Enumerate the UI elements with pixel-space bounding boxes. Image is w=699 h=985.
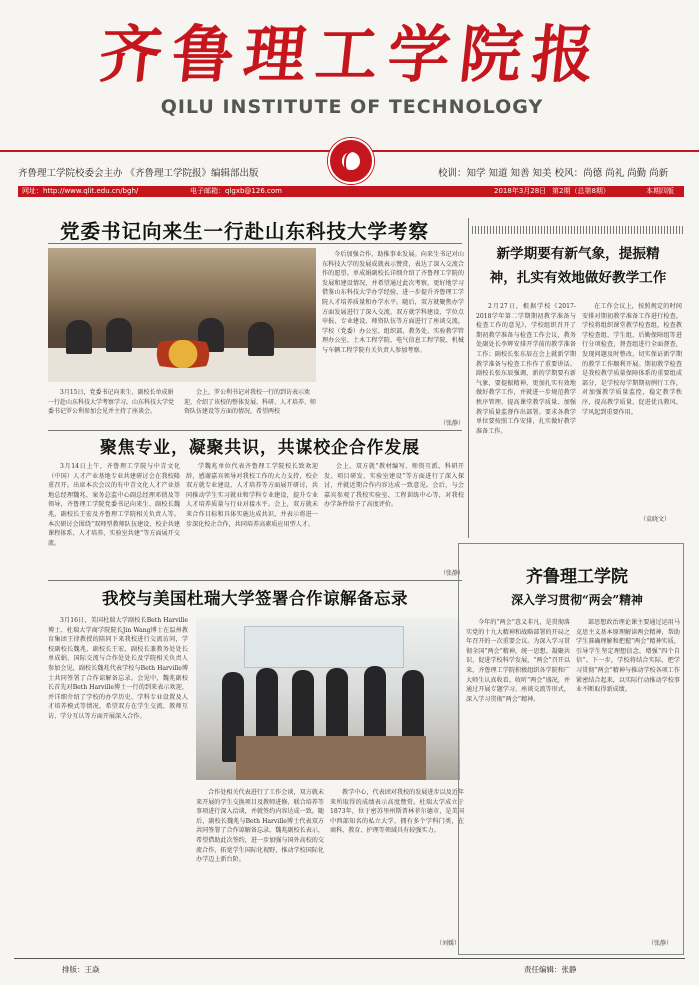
newspaper-title: 齐鲁理工学院报 (96, 18, 608, 91)
editor-credit: 责任编辑：张静 (524, 965, 577, 974)
article3-author: （刘媛） (436, 940, 461, 947)
article1-photo (48, 248, 316, 382)
article1-headline: 党委书记向来生一行赴山东科技大学考察 (60, 220, 430, 243)
article3-body-col1: 3月16日，美国杜瑞大学副校长Beth Harville博士、杜瑞大学商学院院长Jin Wang博士在温州教育集团王律教授的陪同下来我校进行交流访问，学校副校长魏兆、副校长王宏、副校长兼教务处处长单成娟、国际交流与合作处处长及学院相关负责人参加会见，副校长魏兆代表学校与Beth Harville博士共同签署了合作谅解备忘录。会见中，魏兆副校长首先对Beth Harville博士一行的到来表示欢迎，并详细介绍了学校的办学历史、学科专业设置及人才培养模式等情况，希望双方在学生交流、教师互访、学分互认等方面开展深入合作。 (48, 617, 188, 720)
article1-title-rule (48, 243, 462, 244)
article3-body-col3: 教学中心，代表团对我校的发展进步以及近年来所取得的成绩表示高度赞赏。杜瑞大学成立于1873年，位于密苏里州斯普林菲尔德市，是美国中西部知名的私立大学，拥有多个学科门类，在商科、教育、护理等领域具有较强实力。 (330, 789, 464, 835)
sidebar-author: （袁晓文） (640, 516, 671, 523)
footer-rule (14, 958, 685, 959)
sidebar-decoration (472, 226, 684, 234)
flower-arrangement (138, 340, 228, 368)
right-story-author: （张静） (648, 940, 673, 947)
newspaper-subtitle-en: QILU INSTITUTE OF TECHNOLOGY (160, 96, 544, 118)
layout-credit: 排版：王焱 (62, 965, 100, 974)
article1-author: （张静） (440, 420, 465, 427)
person-figure (106, 318, 132, 352)
backdrop-screen (244, 626, 404, 668)
person-figure (248, 322, 274, 356)
article2-headline: 聚焦专业，凝聚共识，共谋校企合作发展 (99, 437, 421, 457)
article3-photo (196, 618, 460, 780)
masthead (0, 0, 699, 160)
article2-body-col1: 3月14日上午，齐鲁理工学院与中青文化（中国）人才产业基地专业共建研讨会在我校隆重召开。出席本次会议的有中青文化人才产业基地总经理魏兆、案务总监中心副总经理邓倩及等领导，齐鲁理工学院党委书记向来生、副校长魏兆、副校长王宏及齐鲁理工学院相关负责人等。本次研讨会围绕“双师型教师队伍建设、校企共建课程体系、人才培养、实验室共建”等方面展开交流。 (48, 463, 180, 547)
column-divider (468, 218, 469, 538)
school-motto: 校训：知学 知道 知善 知美 校风：尚德 尚礼 尚勤 尚新 (438, 168, 669, 179)
article2-body-col3: 会上，双方就“教材编写、师资互派、科研开发、项目研发、实验室建设”等方面进行了深入探讨，并就近期合作内容达成一致意见。会后，与会嘉宾参观了我校实验室、工程训练中心等，对我校办学条件给予了高度评价。 (324, 463, 464, 509)
info-row (0, 162, 699, 182)
right-story-subtitle: 深入学习贯彻“两会”精神 (511, 593, 643, 607)
person-figure (66, 320, 92, 354)
page-count: 本期四版 (646, 187, 674, 195)
article1-caption-continued: 会上，罗公利书记对我校一行的到访表示欢迎，介绍了该校的整体发展、科研、人才培养、师资队伍建设等方面的情况，希望两校 (184, 389, 316, 415)
signing-desk (236, 736, 426, 780)
sidebar-body-col1: 2月27日，根据学校《2017-2018学年第二学期期初教学准备与检查工作的意见》，学校组织召开了期初教学准备与检查工作会议，教务处副处长李辉安排开学前的教学准备工作；副校长张东辰在会上就新学期教学准备与检查工作作了重要讲话。副校长张东辰强调，新的学期要有新气象，要提振精神，更加扎实有效地做好教学工作，并就进一步规范教学秩序管理、提高课堂教学质量、加强教学质量监督作出部署。要求各教学单位要按照工作安排，扎实做好教学准备工作。 (476, 303, 576, 435)
article3-body-col2: 合作处相关代表进行了工作会谈，双方就未来开展的学生交换项目及教师进修、联合培养等事项进行深入洽谈，并就签约内容达成一致。随后，副校长魏兆与Beth Harville博士代表双方共同签署了合作谅解备忘录。魏兆副校长表示，希望借助此次签约，进一步加强与国外高校的交流合作，拓宽学生国际化视野，推动学校国际化办学迈上新台阶。 (196, 789, 324, 864)
publisher-info: 齐鲁理工学院校委会主办 《齐鲁理工学院报》编辑部出版 (18, 168, 259, 179)
article-divider (48, 580, 462, 581)
website-link[interactable]: 网址：http://www.qlit.edu.cn/bgh/ (22, 187, 139, 195)
article2-author: （张静） (440, 570, 465, 577)
right-story-body-col1: 今年的“两会”意义非凡，是贯彻落实党的十九大精神和战略部署的开局之年召开的一次重要会议。为深入学习贯彻全国“两会”精神，统一思想、凝聚共识，促进学校科学发展，“两会”召开以来，齐鲁理工学院积极组织各学院和广大师生认真收看、收听“两会”盛况，并通过开展专题学习、座谈交流等形式，深入学习贯彻“两会”精神。 (466, 619, 570, 703)
article-divider (48, 430, 462, 431)
article1-body: 今后加强合作，助推事业发展。向来生书记对山东科技大学的发展成就表示赞赏，表达了深入交流合作的愿望。单成娟副校长详细介绍了齐鲁理工学院的发展和建设情况，并希望通过此次考察，更好地学习借鉴山东科技大学办学经验，进一步提升齐鲁理工学院人才培养质量和办学水平。随后，双方就聚焦办学方面发展进行了深入交流，双方就学科建设、学位点申报、专业建设、师资队伍等方面进行了座谈交流。学校（党委）办公室、组织部、教务处、实验教学管理办公室、土木工程学院、电气信息工程学院、机械与车辆工程学院有关负责人参加考察。 (322, 251, 464, 354)
issue-number: 第2期（总第8期） (552, 187, 610, 195)
email-link[interactable]: 电子邮箱：qlgxb@126.com (190, 187, 282, 195)
sidebar-headline: 新学期要有新气象，提振精神，扎实有效地做好教学工作 (489, 246, 667, 286)
article3-headline: 我校与美国杜瑞大学签署合作谅解备忘录 (102, 589, 408, 608)
issue-date: 2018年3月28日 (494, 187, 547, 195)
article2-body-col2: 学魏兆单位代表齐鲁理工学院校长致欢迎辞，感谢嘉宾领导对我校工作的大力支持，校企双方就专业建设、人才培养等方面展开研讨，共同推动学生实习就业和学科专业建设，提升专业人才培养质量与行业对接水平。会上，双方就未来合作目标和具体实施达成共识，并表示将进一步深化校企合作，共同培养高素质应用型人才。 (186, 463, 318, 528)
sidebar-body-col2: 在工作会议上，按照规定的时间安排对期初教学准备工作进行检查，学校将组织课堂教学检查组，检查教学检查组、学生组、后勤保障组等进行分项检查，督查组进行全面督查，发现问题及时整改，切实保证新学期的教学工作顺利开展。期初教学检查是我校教学质量保障体系的重要组成部分，是学校每学期期初例行工作，对加强教学质量监控，稳定教学秩序，提高教学质量，促进优良教风、学风起到重要作用。 (582, 303, 682, 416)
page-footer (0, 956, 699, 985)
publication-bar (18, 186, 684, 197)
right-story-body-col2: 部思想政治理论课主要通过运用马克思主义基本原理解读两会精神，帮助学生准确理解和把握“两会”精神实质，引导学生坚定理想信念，增强“四个自信”。下一步，学校将结合实际，把学习贯彻“两会”精神与推动学校各项工作紧密结合起来，以实际行动推动学校事业不断取得新成绩。 (576, 619, 680, 694)
right-story-title: 齐鲁理工学院 (526, 567, 628, 587)
article1-caption: 3月15日，党委书记向来生、副校长单成娟一行赴山东科技大学考察学习。山东科技大学党委书记罗公利参加会见并主持了座谈会。 (48, 389, 175, 415)
